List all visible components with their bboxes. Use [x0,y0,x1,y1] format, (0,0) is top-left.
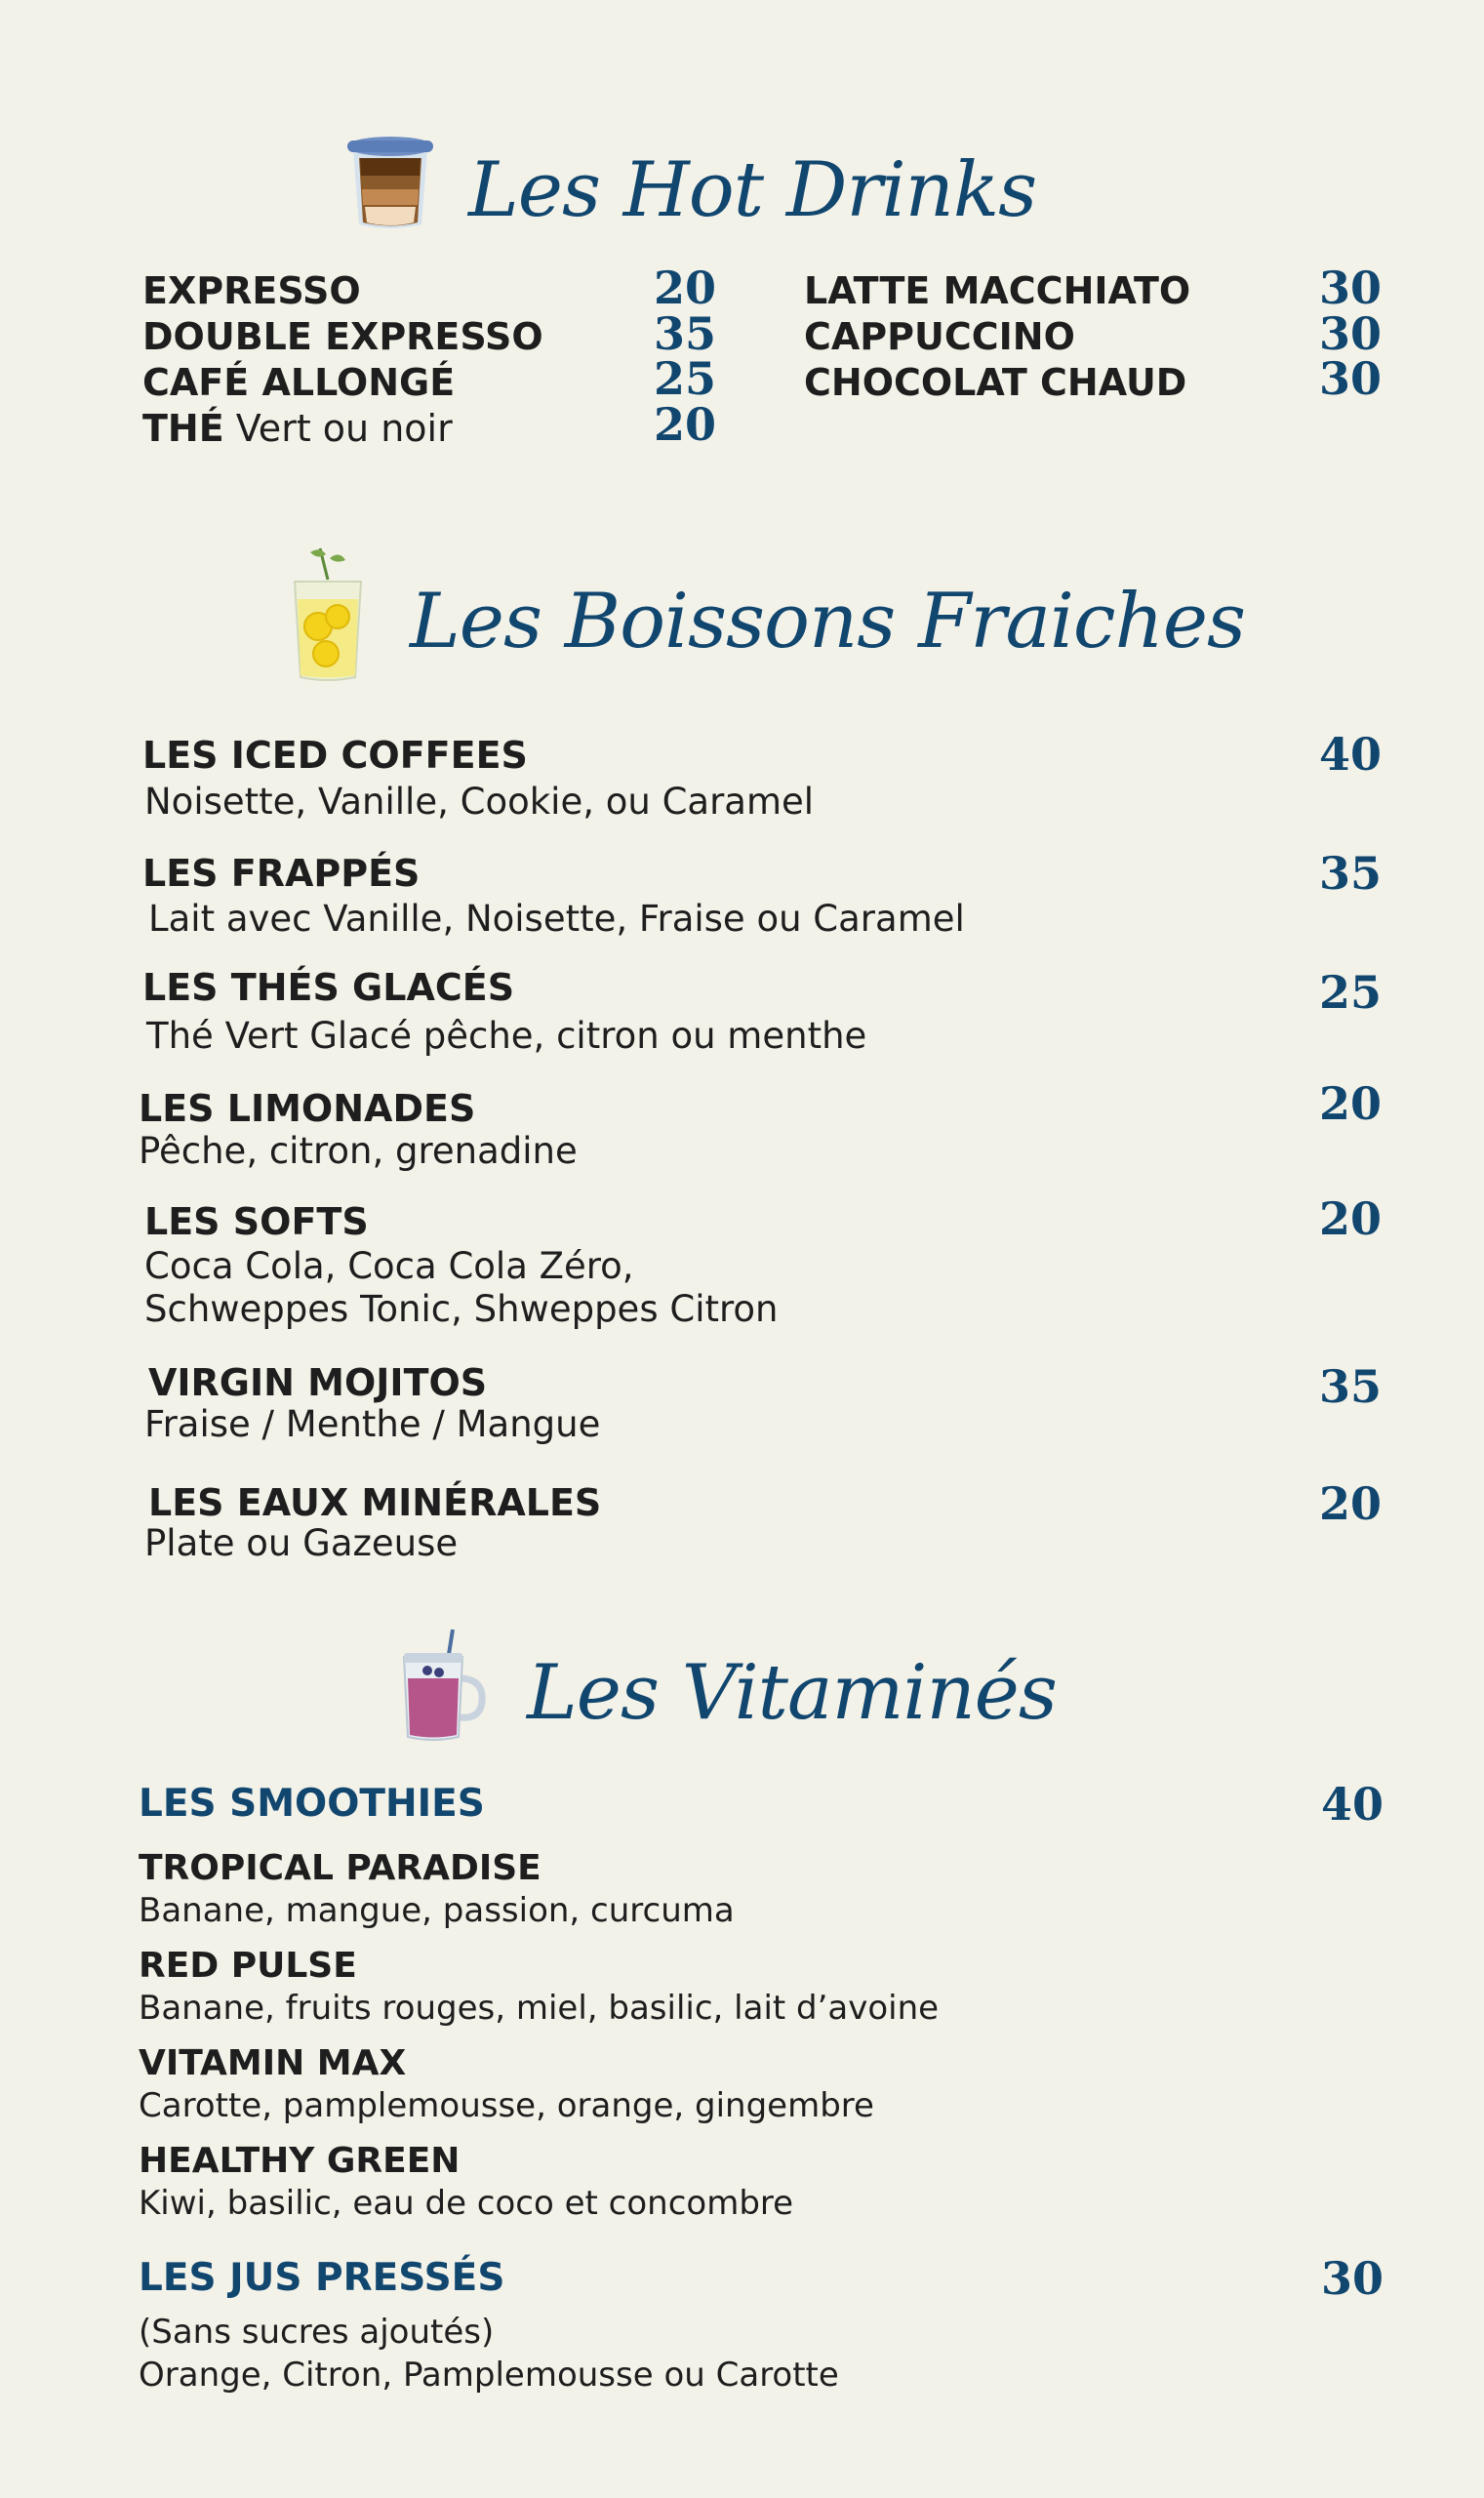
item-price: 40 [1319,728,1383,781]
menu-item [142,361,455,404]
smoothie-name: TROPICAL PARADISE [139,1848,541,1888]
item-price: 30 [1319,307,1383,360]
item-price: 20 [1319,1077,1383,1130]
juices-note: (Sans sucres ajoutés) [139,2313,495,2352]
menu-item-name: LES SOFTS [144,1200,369,1243]
coffee-cup-icon [343,129,437,234]
item-price: 25 [1319,966,1383,1019]
item-price: 30 [1321,2252,1384,2305]
menu-item [142,269,361,312]
smoothie-name: HEALTHY GREEN [139,2141,461,2181]
menu-item-description: Pêche, citron, grenadine [139,1130,578,1172]
item-price: 35 [654,307,717,360]
menu-item [804,269,1190,312]
menu-item-description: Noisette, Vanille, Cookie, ou Caramel [144,781,815,823]
item-price: 30 [1319,352,1383,405]
menu-item-name: LES LIMONADES [139,1087,476,1130]
menu-item-description: Thé Vert Glacé pêche, citron ou menthe [146,1015,867,1057]
menu-item [142,315,543,358]
smoothie-name: RED PULSE [139,1946,357,1986]
smoothie-description: Banane, fruits rouges, miel, basilic, lait d’avoine [139,1989,940,2028]
menu-item-name: LES EAUX MINÉRALES [148,1481,602,1524]
smoothie-description: Banane, mangue, passion, curcuma [139,1891,735,1930]
item-name: CAFÉ ALLONGÉ [142,361,456,404]
item-price: 20 [654,262,717,314]
item-price: 30 [1319,262,1383,314]
menu-item-name: LES ICED COFFEES [142,734,528,777]
menu-item-description: Coca Cola, Coca Cola Zéro, [144,1245,634,1287]
menu-item-description: Fraise / Menthe / Mangue [144,1403,601,1445]
item-price: 35 [1319,1360,1383,1413]
menu-item-name: VIRGIN MOJITOS [148,1361,488,1404]
menu-item-description: Plate ou Gazeuse [144,1522,459,1564]
item-description: Vert ou noir [223,407,453,450]
vitamins-title: Les Vitaminés [527,1649,1057,1737]
juices-description: Orange, Citron, Pamplemousse ou Carotte [139,2356,839,2395]
item-price: 20 [1319,1192,1383,1245]
hot-drinks-title: Les Hot Drinks [468,146,1037,234]
smoothie-jar-icon [394,1628,488,1745]
smoothie-description: Kiwi, basilic, eau de coco et concombre [139,2184,794,2223]
item-name: EXPRESSO [142,269,361,312]
cold-drinks-header [0,535,1484,701]
menu-item-description: Lait avec Vanille, Noisette, Fraise ou Caramel [148,898,965,940]
menu-item-name: LES FRAPPÉS [142,852,421,895]
item-name: CHOCOLAT CHAUD [804,361,1187,404]
menu-item [804,361,1186,404]
cold-drinks-title: Les Boissons Fraiches [410,578,1246,665]
item-price: 35 [1319,847,1383,900]
item-price: 20 [1319,1477,1383,1530]
menu-item-name: LES THÉS GLACÉS [142,966,515,1009]
smoothie-description: Carotte, pamplemousse, orange, gingembre [139,2086,874,2125]
menu-item [804,315,1075,358]
hot-drinks-header [0,107,1484,273]
item-name: LATTE MACCHIATO [804,269,1191,312]
item-name: CAPPUCCINO [804,315,1075,358]
vitamins-header [0,1610,1484,1776]
smoothies-title: LES SMOOTHIES [139,1782,485,1826]
item-price: 25 [654,352,717,405]
smoothie-name: VITAMIN MAX [139,2043,407,2083]
menu-item-description: Schweppes Tonic, Shweppes Citron [144,1288,779,1330]
menu-item [142,407,453,450]
lemonade-glass-icon [281,541,375,685]
juices-title: LES JUS PRESSÉS [139,2256,505,2300]
item-price: 40 [1321,1778,1384,1831]
item-price: 20 [654,398,717,451]
item-name: DOUBLE EXPRESSO [142,315,543,358]
item-name: THÉ [142,407,224,450]
